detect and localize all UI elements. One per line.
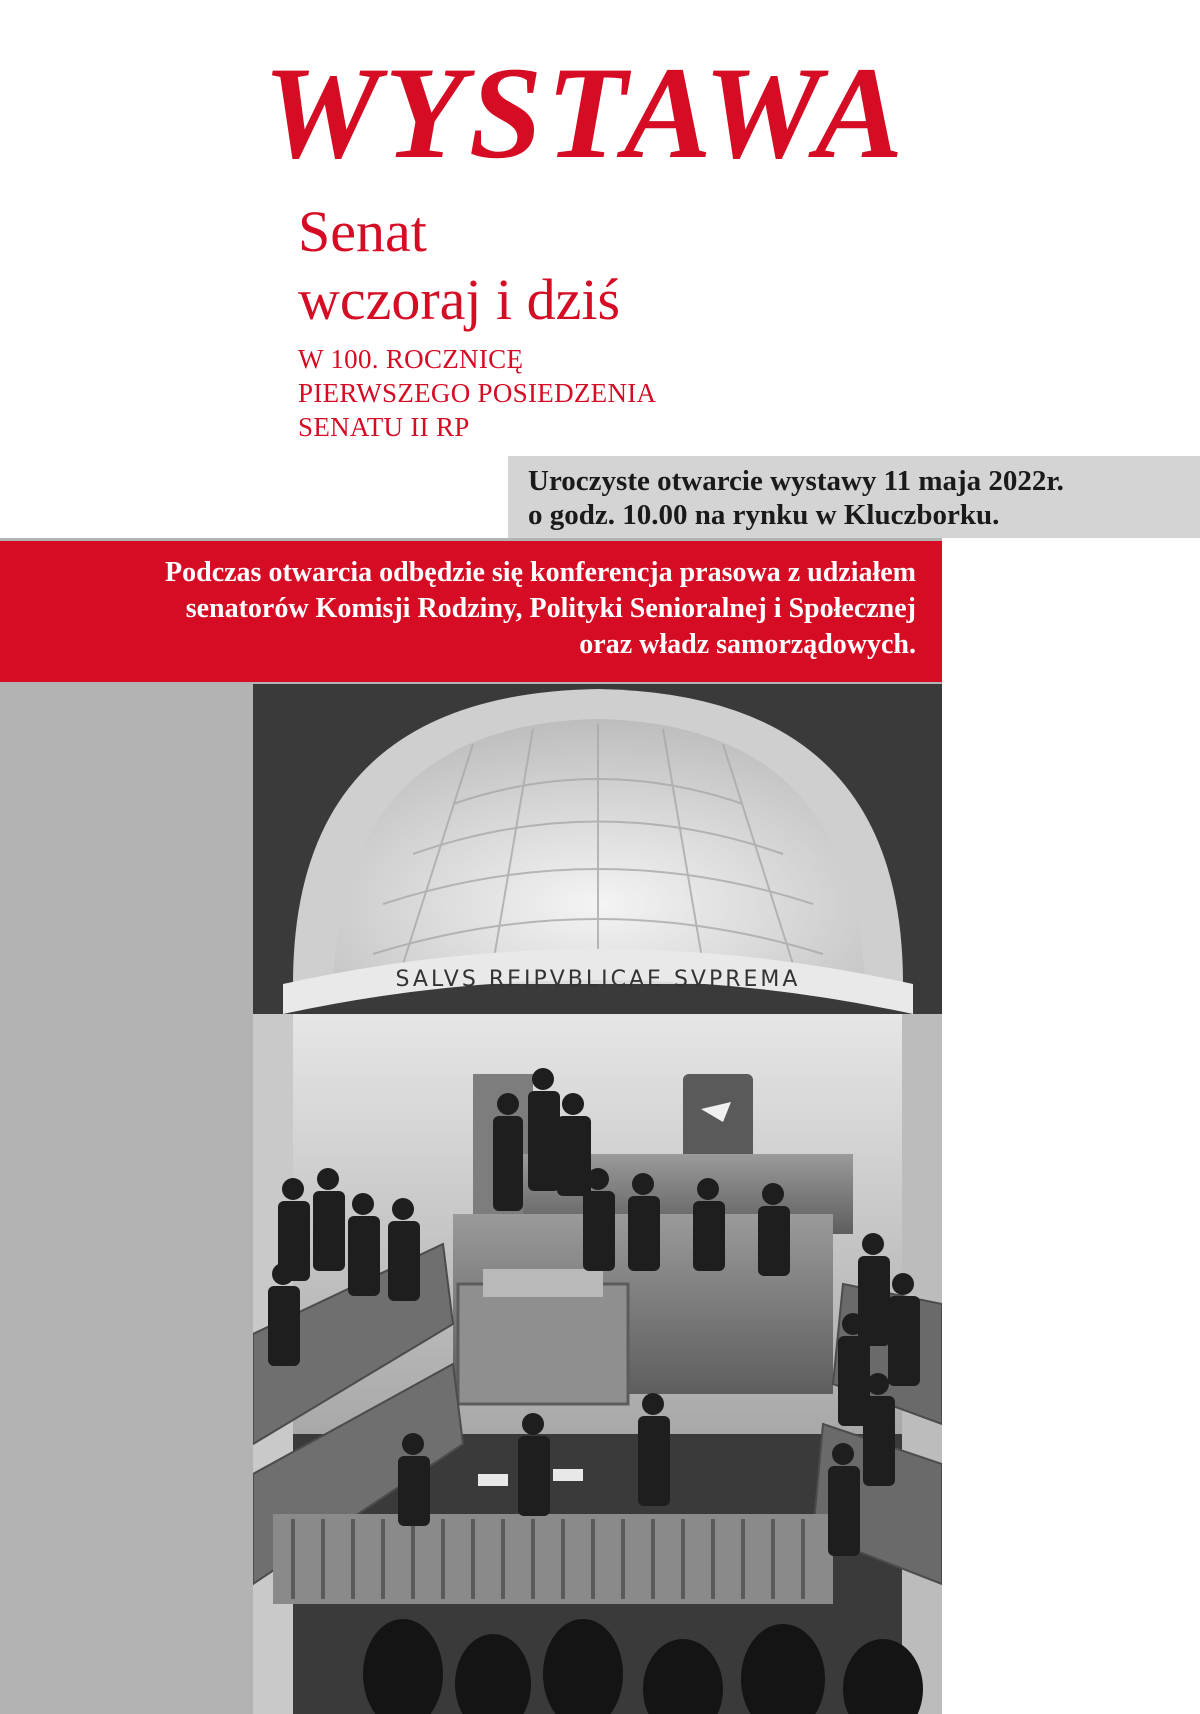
photo-inscription: SALVS REIPVBLICAE SVPREMA bbox=[395, 967, 801, 992]
opening-line-1: Uroczyste otwarcie wystawy 11 maja 2022r. bbox=[528, 465, 1064, 497]
poster-title: WYSTAWA bbox=[262, 39, 908, 186]
subtitle-line-2: wczoraj i dziś bbox=[298, 267, 621, 332]
poster-tagline bbox=[298, 342, 656, 444]
opening-info-box bbox=[508, 456, 1200, 538]
press-line-1: Podczas otwarcia odbędzie się konferencja prasowa z udziałem bbox=[165, 557, 916, 588]
tagline-line-2: PIERWSZEGO POSIEDZENIA bbox=[298, 378, 657, 408]
press-line-3: oraz władz samorządowych. bbox=[579, 629, 916, 660]
senate-chamber-photo bbox=[253, 684, 942, 1714]
press-line-2: senatorów Komisji Rodziny, Polityki Senioralnej i Społecznej bbox=[185, 593, 916, 624]
senate-chamber-illustration bbox=[253, 684, 942, 1714]
press-conference-band bbox=[0, 541, 942, 682]
poster-subtitle bbox=[298, 198, 620, 334]
subtitle-line-1: Senat bbox=[298, 199, 427, 264]
tagline-line-1: W 100. ROCZNICĘ bbox=[298, 344, 524, 374]
tagline-line-3: SENATU II RP bbox=[298, 412, 470, 442]
opening-line-2: o godz. 10.00 na rynku w Kluczborku. bbox=[528, 499, 1000, 531]
